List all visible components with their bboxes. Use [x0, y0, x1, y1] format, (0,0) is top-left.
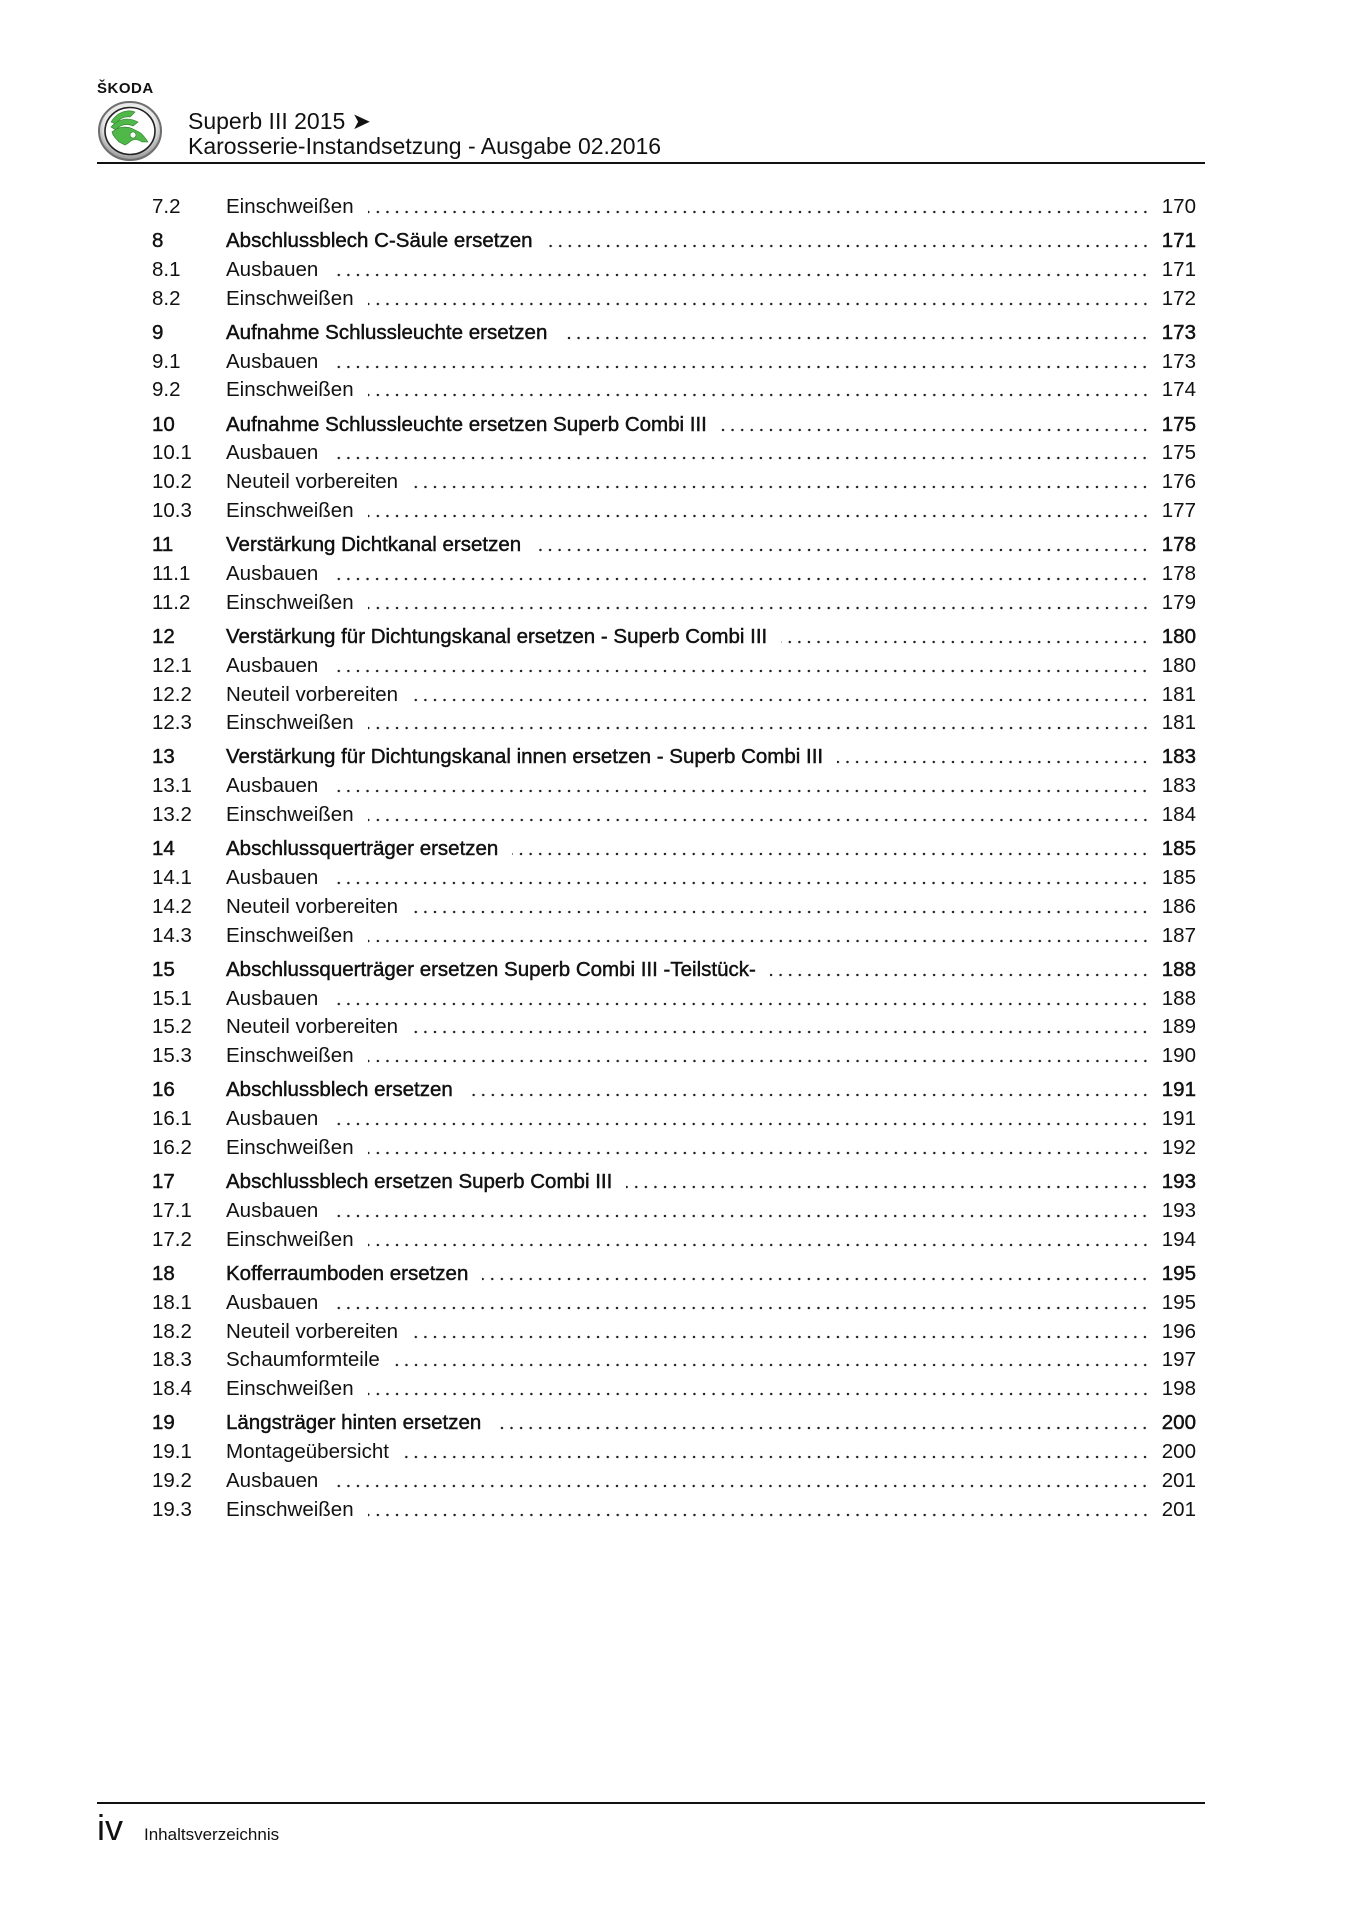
toc-chapter-entry[interactable]	[152, 1254, 1196, 1288]
toc-entry-title[interactable]: Einschweißen	[226, 803, 354, 827]
dot-leader	[368, 938, 1150, 944]
footer-divider	[97, 1802, 1205, 1804]
toc-entry-page[interactable]: 192	[1161, 1136, 1196, 1160]
toc-entry-number: 11.2	[152, 590, 191, 614]
toc-entry-number: 10.3	[152, 498, 192, 522]
toc-entry-title[interactable]: Einschweißen	[226, 1044, 354, 1068]
toc-section-entry[interactable]	[152, 1374, 1196, 1403]
toc-section-entry[interactable]	[152, 1317, 1196, 1346]
toc-chapter-entry[interactable]	[152, 829, 1196, 863]
toc-entry-number: 8.2	[152, 286, 181, 310]
toc-entry-page[interactable]: 173	[1161, 320, 1196, 344]
dot-leader	[412, 484, 1150, 490]
toc-entry-number: 11.1	[152, 561, 191, 585]
toc-section-entry[interactable]	[152, 1013, 1196, 1042]
toc-entry-number: 19.2	[152, 1468, 192, 1492]
toc-entry-number: 19.3	[152, 1497, 192, 1521]
toc-entry-number: 8.1	[152, 257, 181, 281]
toc-section-entry[interactable]	[152, 347, 1196, 376]
dot-leader	[368, 301, 1150, 307]
toc-entry-number: 9.1	[152, 349, 181, 373]
toc-entry-title[interactable]: Einschweißen	[226, 498, 354, 522]
dot-leader	[332, 364, 1149, 370]
toc-chapter-entry[interactable]	[152, 404, 1196, 438]
toc-entry-title[interactable]: Ausbauen	[226, 653, 319, 677]
dot-leader	[781, 639, 1150, 645]
toc-entry-page[interactable]: 194	[1161, 1227, 1196, 1251]
toc-entry-page[interactable]: 183	[1161, 745, 1196, 769]
toc-entry-page[interactable]: 190	[1161, 1044, 1196, 1068]
dot-leader	[467, 1092, 1150, 1098]
toc-entry-number: 8	[152, 228, 164, 252]
toc-entry-page[interactable]: 193	[1161, 1170, 1196, 1194]
toc-entry-page[interactable]: 181	[1161, 711, 1196, 735]
toc-section-entry[interactable]	[152, 863, 1196, 892]
toc-entry-title[interactable]: Montageübersicht	[226, 1440, 389, 1464]
toc-entry-title[interactable]: Aufnahme Schlussleuchte ersetzen Superb Combi III	[226, 412, 707, 436]
toc-entry-number: 11	[152, 533, 174, 557]
dot-leader	[535, 547, 1150, 553]
toc-entry-page[interactable]: 196	[1161, 1319, 1196, 1343]
toc-entry-title[interactable]: Einschweißen	[226, 194, 354, 218]
dot-leader	[412, 697, 1150, 703]
toc-entry-page[interactable]: 184	[1161, 803, 1196, 827]
toc-entry-number: 16	[152, 1078, 175, 1102]
dot-leader	[332, 1305, 1149, 1311]
toc-entry-title[interactable]: Ausbauen	[226, 1107, 319, 1131]
toc-entry-page[interactable]: 197	[1161, 1348, 1196, 1372]
toc-entry-number: 7.2	[152, 194, 181, 218]
dot-leader	[837, 759, 1150, 765]
toc-entry-page[interactable]: 187	[1161, 923, 1196, 947]
toc-entry-page[interactable]: 201	[1161, 1468, 1196, 1492]
toc-entry-number: 18	[152, 1261, 175, 1285]
table-of-contents	[152, 192, 1196, 1524]
toc-section-entry[interactable]	[152, 1288, 1196, 1317]
dot-leader	[332, 788, 1149, 794]
toc-entry-number: 13	[152, 745, 175, 769]
toc-entry-number: 13.1	[152, 774, 192, 798]
toc-section-entry[interactable]	[152, 984, 1196, 1013]
dot-leader	[332, 455, 1149, 461]
toc-entry-page[interactable]: 201	[1161, 1497, 1196, 1521]
toc-entry-title[interactable]: Einschweißen	[226, 590, 354, 614]
toc-entry-title[interactable]: Einschweißen	[226, 378, 354, 402]
dot-leader	[368, 725, 1150, 731]
toc-entry-number: 12.2	[152, 682, 192, 706]
toc-section-entry[interactable]	[152, 709, 1196, 738]
dot-leader	[368, 817, 1150, 823]
toc-chapter-entry[interactable]	[152, 950, 1196, 984]
toc-entry-title[interactable]: Ausbauen	[226, 986, 319, 1010]
toc-entry-number: 16.1	[152, 1107, 192, 1131]
toc-entry-page[interactable]: 171	[1161, 257, 1196, 281]
toc-entry-title[interactable]: Abschlussblech ersetzen	[226, 1078, 453, 1102]
toc-entry-page[interactable]: 181	[1161, 682, 1196, 706]
toc-entry-title[interactable]: Einschweißen	[226, 1497, 354, 1521]
toc-chapter-entry[interactable]	[152, 1070, 1196, 1104]
toc-entry-title[interactable]: Einschweißen	[226, 1227, 354, 1251]
toc-entry-page[interactable]: 191	[1161, 1107, 1196, 1131]
toc-chapter-entry[interactable]	[152, 221, 1196, 255]
toc-entry-page[interactable]: 171	[1161, 228, 1196, 252]
dot-leader	[332, 1213, 1149, 1219]
toc-entry-title[interactable]: Einschweißen	[226, 286, 354, 310]
toc-entry-page[interactable]: 193	[1161, 1199, 1196, 1222]
toc-section-entry[interactable]	[152, 1041, 1196, 1070]
toc-section-entry[interactable]	[152, 496, 1196, 525]
toc-entry-number: 12.1	[152, 653, 192, 677]
dot-leader	[721, 427, 1150, 433]
toc-section-entry[interactable]	[152, 284, 1196, 313]
toc-section-entry[interactable]	[152, 192, 1196, 221]
toc-entry-number: 14.2	[152, 894, 192, 918]
dot-leader	[332, 576, 1149, 582]
toc-entry-page[interactable]: 176	[1161, 470, 1196, 494]
document-model-title: Superb III 2015 ➤	[188, 108, 371, 134]
toc-entry-page[interactable]: 180	[1161, 653, 1196, 677]
toc-entry-page[interactable]: 170	[1161, 194, 1196, 218]
toc-entry-page[interactable]: 174	[1161, 378, 1196, 402]
dot-leader	[368, 1150, 1150, 1156]
toc-entry-page[interactable]: 186	[1161, 894, 1196, 918]
toc-entry-title[interactable]: Verstärkung für Dichtungskanal ersetzen - Superb Combi III	[226, 624, 768, 648]
toc-section-entry[interactable]	[152, 1466, 1196, 1495]
toc-entry-number: 15.1	[152, 986, 192, 1010]
skoda-logo-icon	[97, 100, 163, 162]
dot-leader	[332, 1121, 1149, 1127]
toc-entry-title[interactable]: Längsträger hinten ersetzen	[226, 1411, 482, 1435]
dot-leader	[332, 1001, 1149, 1007]
toc-chapter-entry[interactable]	[152, 1162, 1196, 1196]
toc-entry-title[interactable]: Einschweißen	[226, 1136, 354, 1160]
toc-entry-title[interactable]: Ausbauen	[226, 1199, 319, 1222]
toc-entry-page[interactable]: 183	[1161, 774, 1196, 798]
toc-entry-number: 18.2	[152, 1319, 192, 1343]
toc-section-entry[interactable]	[152, 376, 1196, 405]
dot-leader	[368, 209, 1150, 215]
toc-entry-title[interactable]: Ausbauen	[226, 257, 319, 281]
toc-entry-number: 16.2	[152, 1136, 192, 1160]
toc-section-entry[interactable]	[152, 255, 1196, 284]
dot-leader	[626, 1184, 1150, 1190]
toc-entry-page[interactable]: 188	[1161, 957, 1196, 981]
toc-entry-number: 14	[152, 837, 175, 861]
dot-leader	[368, 1242, 1150, 1248]
toc-entry-title[interactable]: Neuteil vorbereiten	[226, 682, 399, 706]
toc-entry-page[interactable]: 185	[1161, 866, 1196, 890]
toc-entry-number: 10.2	[152, 470, 192, 494]
brand-wordmark: ŠKODA	[97, 80, 154, 97]
toc-entry-page[interactable]: 180	[1161, 624, 1196, 648]
toc-entry-number: 9.2	[152, 378, 181, 402]
dot-leader	[482, 1276, 1149, 1282]
toc-entry-number: 14.1	[152, 866, 192, 890]
toc-entry-title[interactable]: Schaumformteile	[226, 1348, 380, 1372]
toc-section-entry[interactable]	[152, 680, 1196, 709]
toc-entry-title[interactable]: Einschweißen	[226, 923, 354, 947]
toc-entry-page[interactable]: 188	[1161, 986, 1196, 1010]
toc-entry-title[interactable]: Ausbauen	[226, 1290, 319, 1314]
toc-entry-number: 18.3	[152, 1348, 192, 1372]
toc-section-entry[interactable]	[152, 559, 1196, 588]
toc-entry-page[interactable]: 175	[1161, 441, 1196, 465]
toc-section-entry[interactable]	[152, 1104, 1196, 1133]
toc-section-entry[interactable]	[152, 1196, 1196, 1225]
toc-entry-page[interactable]: 195	[1161, 1261, 1196, 1285]
dot-leader	[561, 335, 1149, 341]
toc-entry-number: 17.1	[152, 1199, 192, 1222]
toc-chapter-entry[interactable]	[152, 617, 1196, 651]
toc-entry-number: 15.2	[152, 1015, 192, 1039]
toc-entry-page[interactable]: 178	[1161, 561, 1196, 585]
toc-section-entry[interactable]	[152, 1437, 1196, 1466]
toc-entry-number: 17	[152, 1170, 175, 1194]
toc-entry-page[interactable]: 185	[1161, 837, 1196, 861]
toc-entry-title[interactable]: Ausbauen	[226, 561, 319, 585]
toc-section-entry[interactable]	[152, 1133, 1196, 1162]
dot-leader	[332, 1483, 1149, 1489]
toc-entry-page[interactable]: 195	[1161, 1290, 1196, 1314]
toc-entry-page[interactable]: 191	[1161, 1078, 1196, 1102]
header-divider	[97, 162, 1205, 164]
toc-entry-number: 14.3	[152, 923, 192, 947]
toc-chapter-entry[interactable]	[152, 1403, 1196, 1437]
toc-entry-number: 17.2	[152, 1227, 192, 1251]
toc-entry-number: 19.1	[152, 1440, 192, 1464]
dot-leader	[332, 272, 1149, 278]
document-subtitle: Karosserie-Instandsetzung - Ausgabe 02.2016	[188, 133, 662, 159]
toc-entry-number: 18.1	[152, 1290, 192, 1314]
toc-section-entry[interactable]	[152, 771, 1196, 800]
toc-section-entry[interactable]	[152, 921, 1196, 950]
toc-entry-page[interactable]: 198	[1161, 1377, 1196, 1401]
dot-leader	[368, 605, 1150, 611]
footer-section-label: Inhaltsverzeichnis	[144, 1825, 280, 1844]
toc-entry-page[interactable]: 173	[1161, 349, 1196, 373]
toc-chapter-entry[interactable]	[152, 313, 1196, 347]
toc-entry-number: 18.4	[152, 1377, 192, 1401]
toc-entry-number: 12.3	[152, 711, 192, 735]
dot-leader	[412, 909, 1150, 915]
dot-leader	[368, 1512, 1150, 1518]
toc-entry-page[interactable]: 200	[1161, 1440, 1196, 1464]
toc-entry-title[interactable]: Abschlussblech C-Säule ersetzen	[226, 228, 533, 252]
toc-entry-title[interactable]: Abschlussquerträger ersetzen	[226, 837, 499, 861]
toc-section-entry[interactable]	[152, 467, 1196, 496]
toc-section-entry[interactable]	[152, 892, 1196, 921]
toc-entry-title[interactable]: Verstärkung Dichtkanal ersetzen	[226, 533, 522, 557]
toc-entry-title[interactable]: Neuteil vorbereiten	[226, 894, 399, 918]
dot-leader	[332, 880, 1149, 886]
toc-entry-number: 9	[152, 320, 164, 344]
dot-leader	[403, 1454, 1150, 1460]
dot-leader	[770, 972, 1150, 978]
dot-leader	[412, 1334, 1150, 1340]
toc-section-entry[interactable]	[152, 588, 1196, 617]
toc-entry-title[interactable]: Kofferraumboden ersetzen	[226, 1261, 469, 1285]
dot-leader	[495, 1425, 1150, 1431]
toc-entry-title[interactable]: Neuteil vorbereiten	[226, 470, 399, 494]
dot-leader	[412, 1029, 1150, 1035]
toc-entry-page[interactable]: 172	[1161, 286, 1196, 310]
toc-entry-number: 15	[152, 957, 175, 981]
toc-entry-title[interactable]: Verstärkung für Dichtungskanal innen ersetzen - Superb Combi III	[226, 745, 824, 769]
toc-entry-page[interactable]: 189	[1161, 1015, 1196, 1039]
dot-leader	[368, 1058, 1150, 1064]
footer-page-number: iv	[97, 1807, 123, 1848]
toc-entry-title[interactable]: Abschlussblech ersetzen Superb Combi III	[226, 1170, 613, 1194]
dot-leader	[368, 513, 1150, 519]
toc-section-entry[interactable]	[152, 439, 1196, 468]
toc-section-entry[interactable]	[152, 1225, 1196, 1254]
toc-section-entry[interactable]	[152, 651, 1196, 680]
dot-leader	[512, 851, 1149, 857]
toc-entry-title[interactable]: Einschweißen	[226, 1377, 354, 1401]
toc-entry-title[interactable]: Abschlussquerträger ersetzen Superb Combi III -Teilstück-	[226, 957, 756, 981]
dot-leader	[394, 1362, 1150, 1368]
toc-entry-title[interactable]: Ausbauen	[226, 349, 319, 373]
toc-entry-title[interactable]: Einschweißen	[226, 711, 354, 735]
toc-entry-number: 10.1	[152, 441, 192, 465]
toc-entry-title[interactable]: Ausbauen	[226, 1468, 319, 1492]
toc-entry-page[interactable]: 177	[1161, 498, 1196, 522]
toc-entry-number: 10	[152, 412, 175, 436]
toc-entry-title[interactable]: Neuteil vorbereiten	[226, 1015, 399, 1039]
toc-entry-number: 19	[152, 1411, 175, 1435]
toc-entry-title[interactable]: Aufnahme Schlussleuchte ersetzen	[226, 320, 548, 344]
toc-section-entry[interactable]	[152, 800, 1196, 829]
toc-chapter-entry[interactable]	[152, 525, 1196, 559]
toc-entry-title[interactable]: Ausbauen	[226, 866, 319, 890]
toc-entry-page[interactable]: 178	[1161, 533, 1196, 557]
dot-leader	[332, 668, 1149, 674]
toc-entry-title[interactable]: Neuteil vorbereiten	[226, 1319, 399, 1343]
toc-entry-page[interactable]: 200	[1161, 1411, 1196, 1435]
dot-leader	[547, 243, 1150, 249]
toc-entry-page[interactable]: 175	[1161, 412, 1196, 436]
toc-entry-page[interactable]: 179	[1161, 590, 1196, 614]
toc-entry-title[interactable]: Ausbauen	[226, 774, 319, 798]
toc-chapter-entry[interactable]	[152, 737, 1196, 771]
toc-section-entry[interactable]	[152, 1346, 1196, 1375]
dot-leader	[368, 392, 1150, 398]
toc-section-entry[interactable]	[152, 1495, 1196, 1524]
toc-entry-number: 13.2	[152, 803, 192, 827]
toc-entry-number: 15.3	[152, 1044, 192, 1068]
toc-entry-title[interactable]: Ausbauen	[226, 441, 319, 465]
toc-entry-number: 12	[152, 624, 175, 648]
dot-leader	[368, 1391, 1150, 1397]
